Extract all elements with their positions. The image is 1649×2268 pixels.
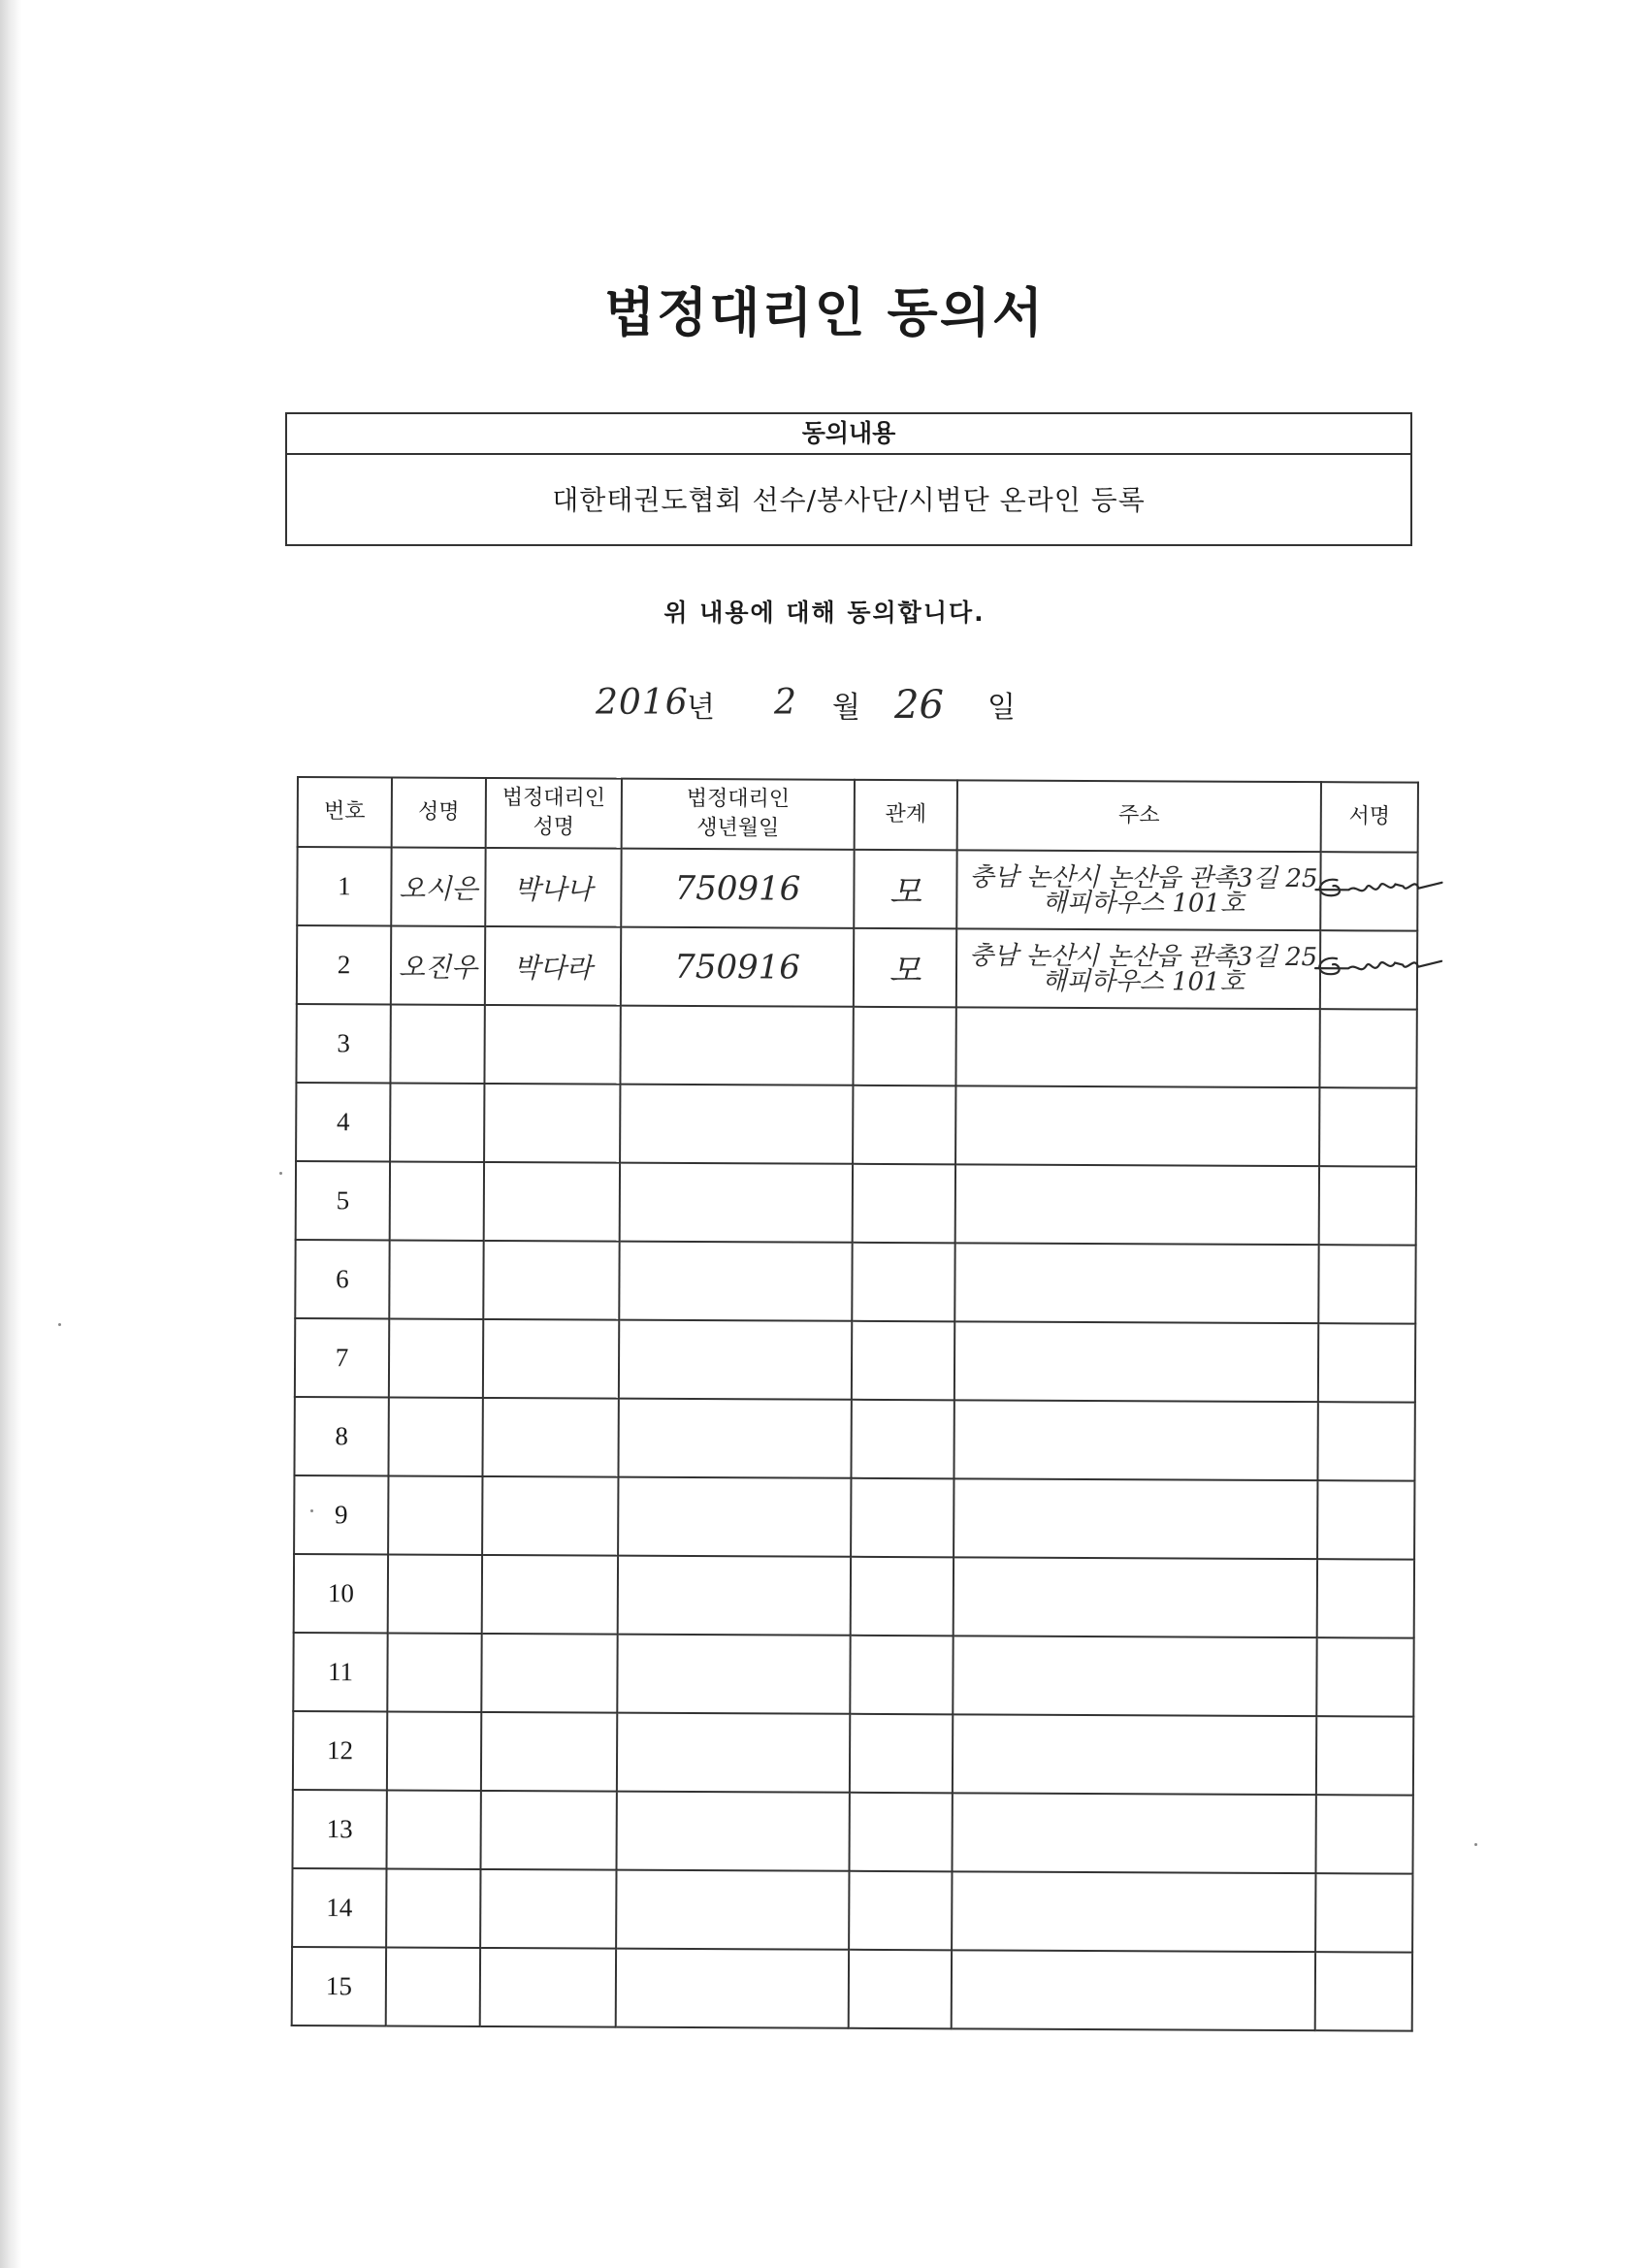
table-row bbox=[296, 1083, 1416, 1167]
table-row bbox=[294, 1554, 1414, 1638]
cell-signature bbox=[1318, 1323, 1415, 1402]
cell-guardian-birth bbox=[620, 1085, 853, 1164]
cell-guardian-birth bbox=[617, 1635, 850, 1714]
cell-relation bbox=[850, 1636, 953, 1715]
cell-address-line1 bbox=[964, 1518, 1316, 1520]
cell-address bbox=[953, 1714, 1316, 1795]
header-address: 주소 bbox=[957, 780, 1321, 852]
date-line bbox=[582, 675, 1125, 733]
consent-content-box bbox=[285, 412, 1412, 546]
cell-relation bbox=[853, 1085, 955, 1165]
scan-speck bbox=[1474, 1843, 1477, 1846]
cell-no bbox=[297, 925, 391, 1004]
cell-guardian-name bbox=[483, 1241, 619, 1320]
date-day-label: 일 bbox=[987, 691, 1016, 725]
cell-address-line2 bbox=[962, 1990, 1314, 1992]
cell-name bbox=[386, 1947, 480, 2025]
cell-address-line1 bbox=[967, 1047, 1319, 1049]
cell-guardian-birth bbox=[618, 1477, 851, 1557]
cell-name bbox=[387, 1633, 481, 1711]
cell-address bbox=[953, 1636, 1316, 1716]
table-row bbox=[294, 1475, 1414, 1560]
cell-no bbox=[294, 1397, 388, 1475]
cell-guardian-birth bbox=[621, 927, 854, 1007]
cell-no bbox=[295, 1318, 389, 1397]
header-guardian-name-line2: 성명 bbox=[533, 815, 575, 840]
signature-scribble bbox=[1310, 945, 1445, 992]
cell-address-line1 bbox=[965, 1361, 1317, 1363]
cell-address-line1 bbox=[963, 1832, 1315, 1834]
cell-guardian-name-value: 박나나 bbox=[513, 872, 594, 905]
cell-address bbox=[952, 1793, 1315, 1873]
cell-address-line1 bbox=[962, 1990, 1314, 1992]
cell-name bbox=[391, 925, 485, 1004]
cell-address bbox=[954, 1478, 1317, 1559]
cell-no-value: 14 bbox=[326, 1893, 353, 1923]
cell-no-value: 15 bbox=[325, 1971, 352, 2001]
cell-no-value: 13 bbox=[326, 1814, 353, 1844]
cell-no-value: 1 bbox=[338, 871, 351, 901]
cell-no-value: 2 bbox=[337, 950, 351, 980]
cell-guardian-birth-value: 750916 bbox=[674, 947, 801, 988]
header-guardian-birth bbox=[622, 779, 855, 850]
cell-guardian-name bbox=[481, 1634, 617, 1713]
cell-relation bbox=[852, 1321, 954, 1401]
cell-name bbox=[391, 847, 485, 925]
cell-no bbox=[296, 1161, 390, 1240]
cell-address-line2 bbox=[965, 1282, 1317, 1284]
cell-signature bbox=[1316, 1637, 1413, 1716]
cell-no bbox=[296, 1004, 390, 1083]
cell-address-line1 bbox=[965, 1440, 1317, 1442]
header-relation: 관계 bbox=[855, 780, 957, 851]
cell-signature bbox=[1315, 1952, 1412, 2030]
cell-signature bbox=[1317, 1402, 1414, 1480]
cell-address-line1 bbox=[964, 1597, 1316, 1599]
cell-address bbox=[955, 1007, 1319, 1087]
cell-name bbox=[389, 1240, 483, 1318]
cell-address bbox=[955, 1085, 1319, 1166]
cell-address-line2 bbox=[964, 1597, 1316, 1599]
cell-guardian-name bbox=[480, 1948, 616, 2027]
cell-address-line1 bbox=[965, 1282, 1317, 1284]
cell-no-value: 5 bbox=[336, 1185, 350, 1215]
scan-speck bbox=[279, 1172, 282, 1175]
cell-guardian-name bbox=[482, 1398, 618, 1477]
cell-guardian-name bbox=[481, 1712, 617, 1792]
cell-guardian-birth bbox=[620, 1006, 853, 1085]
cell-guardian-name bbox=[484, 1084, 620, 1163]
cell-guardian-name bbox=[483, 1319, 619, 1399]
cell-signature bbox=[1317, 1559, 1414, 1637]
cell-address-line1 bbox=[963, 1754, 1315, 1756]
cell-relation bbox=[850, 1714, 953, 1794]
table-row bbox=[296, 1004, 1416, 1088]
cell-address-line1 bbox=[966, 1125, 1318, 1127]
cell-address bbox=[956, 928, 1320, 1009]
scan-speck bbox=[310, 1509, 313, 1512]
cell-relation bbox=[851, 1478, 954, 1558]
cell-name bbox=[388, 1554, 482, 1633]
cell-guardian-birth bbox=[620, 1163, 853, 1243]
cell-address-line2 bbox=[963, 1675, 1315, 1677]
cell-name bbox=[386, 1790, 480, 1868]
cell-no bbox=[296, 1083, 390, 1161]
cell-no-value: 9 bbox=[334, 1500, 348, 1530]
signature-scribble bbox=[1310, 866, 1445, 914]
header-guardian-birth-line1: 법정대리인 bbox=[686, 786, 791, 812]
table-body bbox=[292, 847, 1418, 2031]
cell-address-line1: 충남 논산시 논산읍 관촉3길 25 bbox=[969, 940, 1318, 972]
cell-address bbox=[954, 1557, 1317, 1637]
cell-no-value: 4 bbox=[336, 1107, 350, 1137]
table-row bbox=[297, 925, 1417, 1010]
cell-guardian-birth bbox=[618, 1399, 851, 1478]
header-guardian-birth-line2: 생년월일 bbox=[696, 816, 780, 841]
cell-no bbox=[292, 1947, 386, 2025]
cell-guardian-name-value: 박다라 bbox=[513, 951, 593, 984]
cell-no bbox=[293, 1711, 387, 1790]
cell-address-line2: 해피하우스 101호 bbox=[1042, 888, 1245, 919]
cell-relation bbox=[853, 1007, 955, 1086]
cell-guardian-name bbox=[484, 1005, 620, 1085]
cell-address-line2: 해피하우스 101호 bbox=[1042, 966, 1245, 997]
cell-no bbox=[294, 1554, 388, 1633]
cell-signature bbox=[1315, 1873, 1412, 1952]
cell-signature bbox=[1319, 1087, 1416, 1166]
cell-address-line2 bbox=[964, 1518, 1316, 1520]
cell-name bbox=[390, 1083, 484, 1161]
cell-guardian-birth bbox=[619, 1320, 852, 1400]
date-month-handwritten: 2 bbox=[774, 683, 796, 723]
cell-signature bbox=[1317, 1480, 1414, 1559]
table-row bbox=[293, 1633, 1413, 1717]
cell-name bbox=[390, 1161, 484, 1240]
cell-no bbox=[294, 1475, 388, 1554]
cell-relation bbox=[849, 1793, 952, 1872]
cell-no-value: 8 bbox=[335, 1421, 348, 1451]
cell-name-value: 오시은 bbox=[399, 872, 478, 905]
table-row bbox=[293, 1711, 1413, 1796]
cell-guardian-birth bbox=[621, 849, 854, 928]
cell-guardian-birth bbox=[618, 1556, 851, 1636]
cell-guardian-birth bbox=[616, 1949, 849, 2028]
cell-relation bbox=[849, 1871, 952, 1951]
cell-relation bbox=[851, 1400, 954, 1479]
consent-content-header: 동의내용 bbox=[287, 414, 1410, 455]
cell-address bbox=[954, 1400, 1317, 1480]
cell-address bbox=[956, 850, 1320, 930]
cell-signature bbox=[1320, 852, 1417, 930]
cell-no bbox=[293, 1633, 387, 1711]
header-no: 번호 bbox=[298, 777, 392, 847]
cell-guardian-birth bbox=[617, 1713, 850, 1793]
cell-guardian-name bbox=[482, 1476, 618, 1556]
cell-name bbox=[388, 1475, 482, 1554]
table-row bbox=[296, 1161, 1416, 1246]
header-signature: 서명 bbox=[1321, 782, 1418, 852]
cell-signature bbox=[1316, 1716, 1413, 1795]
cell-address-line1: 충남 논산시 논산읍 관촉3길 25 bbox=[969, 861, 1318, 893]
cell-address-line2 bbox=[965, 1440, 1317, 1442]
cell-address-line2 bbox=[963, 1832, 1315, 1834]
cell-relation bbox=[853, 1164, 955, 1244]
cell-name bbox=[387, 1711, 481, 1790]
cell-address-line1 bbox=[963, 1675, 1315, 1677]
cell-no-value: 12 bbox=[327, 1735, 354, 1766]
header-guardian-name bbox=[486, 778, 622, 849]
cell-address bbox=[954, 1321, 1318, 1402]
cell-relation-value: 모 bbox=[889, 872, 922, 913]
cell-address-line2 bbox=[963, 1754, 1315, 1756]
cell-relation bbox=[854, 850, 956, 929]
cell-signature bbox=[1319, 1166, 1416, 1245]
table-row bbox=[292, 1947, 1412, 2031]
cell-relation bbox=[851, 1557, 954, 1636]
cell-guardian-name bbox=[482, 1555, 618, 1635]
cell-signature bbox=[1315, 1795, 1412, 1873]
cell-address-line2 bbox=[967, 1047, 1319, 1049]
cell-no-value: 11 bbox=[327, 1657, 354, 1687]
cell-signature bbox=[1320, 930, 1417, 1009]
cell-address bbox=[955, 1164, 1319, 1245]
cell-address bbox=[954, 1243, 1318, 1323]
date-day-handwritten: 26 bbox=[894, 683, 944, 728]
table-row bbox=[292, 1868, 1412, 1953]
cell-guardian-name bbox=[484, 1162, 620, 1242]
cell-address-line2 bbox=[966, 1204, 1318, 1206]
consent-content-body: 대한태권도협회 선수/봉사단/시범단 온라인 등록 bbox=[552, 484, 1146, 516]
date-year-label: 년 bbox=[687, 691, 715, 725]
cell-name-value: 오진우 bbox=[398, 951, 478, 984]
cell-name bbox=[386, 1868, 480, 1947]
header-guardian-name-line1: 법정대리인 bbox=[501, 786, 606, 811]
table-row bbox=[292, 1790, 1412, 1874]
cell-address-line1 bbox=[962, 1911, 1314, 1913]
cell-guardian-birth bbox=[619, 1242, 852, 1321]
cell-guardian-name bbox=[480, 1869, 616, 1949]
cell-name bbox=[389, 1318, 483, 1397]
cell-no-value: 3 bbox=[337, 1028, 350, 1058]
cell-relation bbox=[849, 1950, 952, 2029]
cell-address-line2 bbox=[965, 1361, 1317, 1363]
cell-relation bbox=[852, 1243, 954, 1322]
cell-name bbox=[390, 1004, 484, 1083]
cell-guardian-birth bbox=[616, 1792, 849, 1871]
scan-speck bbox=[58, 1323, 61, 1326]
agreement-statement: 위 내용에 대해 동의합니다. bbox=[663, 599, 986, 627]
date-year-handwritten: 2016 bbox=[596, 683, 689, 723]
cell-no-value: 7 bbox=[335, 1343, 349, 1373]
cell-address bbox=[952, 1950, 1315, 2030]
cell-address-line1 bbox=[966, 1204, 1318, 1206]
cell-no bbox=[292, 1868, 386, 1947]
cell-guardian-name bbox=[485, 848, 621, 927]
cell-signature bbox=[1318, 1245, 1415, 1323]
cell-address-line2 bbox=[962, 1911, 1314, 1913]
cell-no bbox=[295, 1240, 389, 1318]
cell-guardian-birth-value: 750916 bbox=[674, 868, 801, 909]
cell-relation-value: 모 bbox=[889, 951, 922, 991]
table-row bbox=[294, 1397, 1414, 1481]
table-row bbox=[295, 1318, 1415, 1403]
cell-address-line2 bbox=[966, 1125, 1318, 1127]
cell-relation bbox=[854, 928, 956, 1008]
date-month-label: 월 bbox=[832, 691, 860, 725]
cell-guardian-birth bbox=[616, 1870, 849, 1950]
cell-no-value: 6 bbox=[336, 1264, 349, 1294]
cell-name bbox=[388, 1397, 482, 1475]
cell-guardian-name bbox=[480, 1791, 616, 1870]
cell-no bbox=[297, 847, 391, 925]
table-row bbox=[295, 1240, 1415, 1324]
cell-signature bbox=[1319, 1009, 1416, 1087]
document-title: 법정대리인 동의서 bbox=[603, 282, 1046, 343]
cell-address bbox=[952, 1871, 1315, 1952]
table-header-row bbox=[298, 777, 1418, 853]
cell-guardian-name bbox=[485, 926, 621, 1006]
cell-no-value: 10 bbox=[327, 1578, 354, 1608]
cell-no bbox=[292, 1790, 386, 1868]
guardian-roster-table bbox=[291, 776, 1419, 2032]
table-row bbox=[297, 847, 1417, 931]
header-name: 성명 bbox=[392, 777, 486, 847]
